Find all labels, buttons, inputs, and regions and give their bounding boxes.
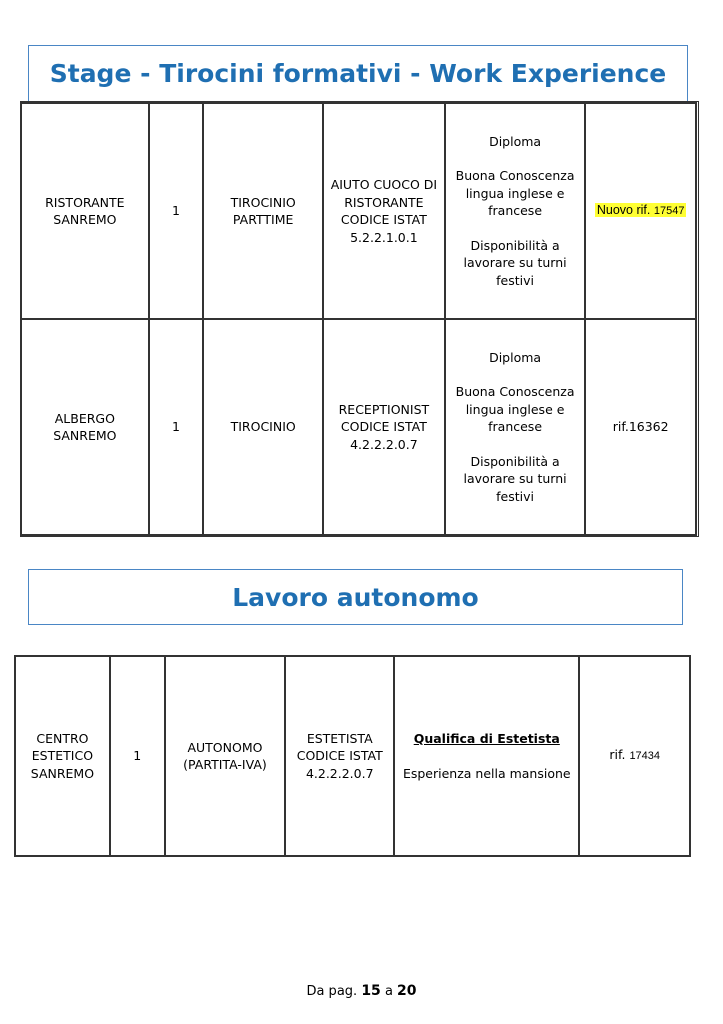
requirement-text: Diploma bbox=[489, 349, 542, 365]
company-cell: CENTRO ESTETICO SANREMO bbox=[15, 656, 110, 856]
reference-cell: rif.16362 bbox=[585, 319, 696, 535]
requirement-text: Esperienza nella mansione bbox=[402, 765, 571, 781]
company-cell: ALBERGO SANREMO bbox=[21, 319, 149, 535]
requirement-text: Disponibilità a lavorare su turni festivi bbox=[463, 237, 567, 288]
contract-cell: TIROCINIO PARTTIME bbox=[203, 103, 323, 319]
reference-prefix: rif. bbox=[609, 747, 626, 763]
section-banner-stage bbox=[28, 45, 688, 102]
count-cell: 1 bbox=[110, 656, 165, 856]
footer-prefix: Da pag. bbox=[306, 984, 358, 999]
reference-cell bbox=[579, 656, 690, 856]
reference-cell bbox=[585, 103, 696, 319]
autonomo-table bbox=[14, 655, 691, 857]
requirements-cell bbox=[394, 656, 579, 856]
requirements-cell bbox=[445, 319, 586, 535]
stage-table bbox=[20, 102, 697, 536]
contract-cell: TIROCINIO bbox=[203, 319, 323, 535]
company-cell: RISTORANTE SANREMO bbox=[21, 103, 149, 319]
table-row bbox=[21, 319, 696, 535]
count-cell: 1 bbox=[149, 319, 204, 535]
footer-separator: a bbox=[384, 984, 393, 999]
section-title-autonomo: Lavoro autonomo bbox=[232, 582, 479, 612]
reference-number: 17547 bbox=[653, 205, 685, 218]
role-cell: RECEPTIONIST CODICE ISTAT 4.2.2.2.0.7 bbox=[323, 319, 445, 535]
requirement-text: Disponibilità a lavorare su turni festivi bbox=[463, 453, 567, 504]
requirement-text: Buona Conoscenza lingua inglese e francese bbox=[455, 168, 575, 219]
table-row bbox=[21, 103, 696, 319]
role-cell: AIUTO CUOCO DI RISTORANTE CODICE ISTAT 5.2.2.1.0.1 bbox=[323, 103, 445, 319]
contract-cell: AUTONOMO (PARTITA-IVA) bbox=[165, 656, 286, 856]
requirement-text: Diploma bbox=[489, 133, 542, 149]
section-title-stage: Stage - Tirocini formativi - Work Experience bbox=[49, 59, 667, 88]
reference-number: 17434 bbox=[629, 750, 661, 763]
reference-prefix: Nuovo rif. bbox=[596, 203, 651, 218]
requirements-cell bbox=[445, 103, 586, 319]
current-page-number: 15 bbox=[361, 983, 381, 999]
qualification-text: Qualifica di Estetista bbox=[413, 731, 560, 746]
count-cell: 1 bbox=[149, 103, 204, 319]
requirement-text: Buona Conoscenza lingua inglese e francese bbox=[455, 384, 575, 435]
highlighted-reference bbox=[595, 203, 687, 217]
page-footer bbox=[0, 983, 723, 999]
section-banner-autonomo bbox=[28, 569, 683, 625]
role-cell: ESTETISTA CODICE ISTAT 4.2.2.2.0.7 bbox=[285, 656, 394, 856]
total-pages-number: 20 bbox=[397, 983, 417, 999]
table-row bbox=[15, 656, 690, 856]
